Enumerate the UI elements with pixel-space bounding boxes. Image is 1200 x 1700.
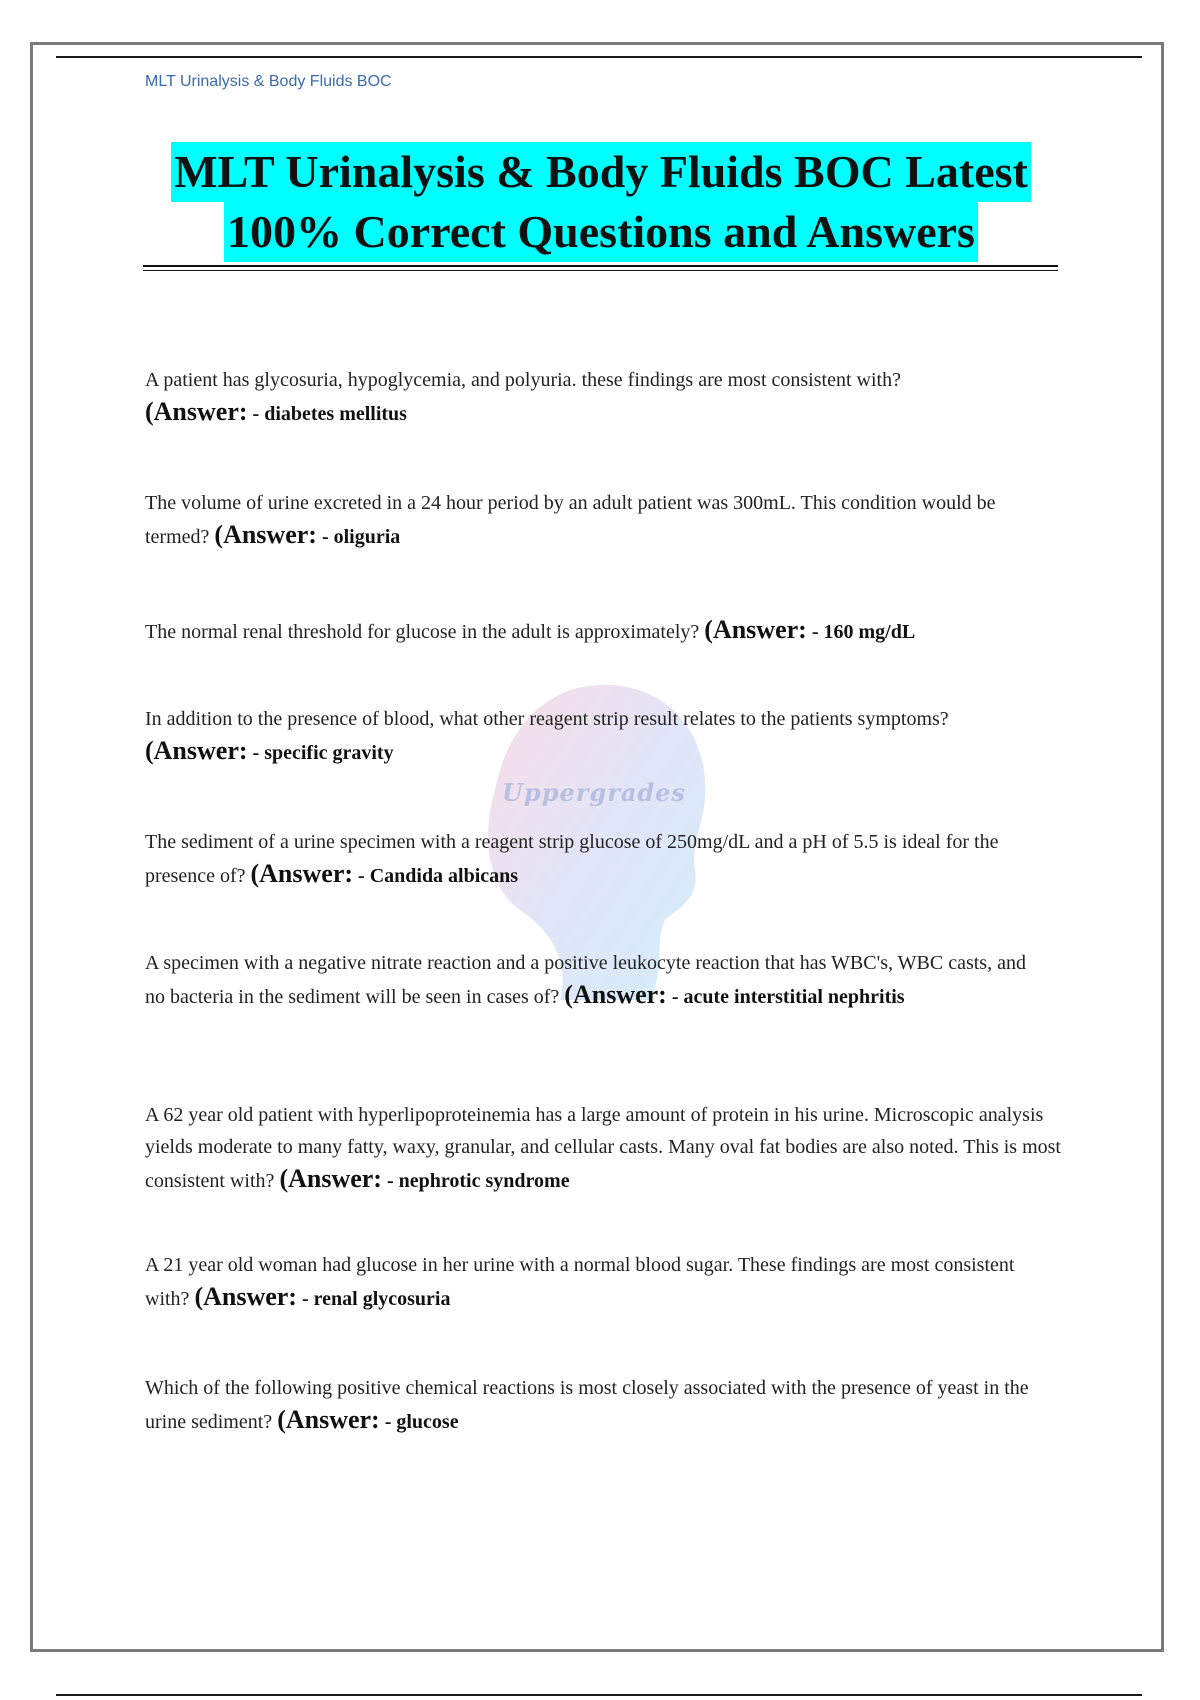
answer-label: (Answer: bbox=[145, 736, 248, 765]
top-rule bbox=[56, 56, 1142, 58]
qa-item-4 bbox=[145, 703, 1065, 769]
qa-item-9 bbox=[145, 1372, 1045, 1438]
question-text: Which of the following positive chemical reactions is most closely associated with the presence of yeast in the urine sediment? bbox=[145, 1377, 1029, 1433]
question-text: A specimen with a negative nitrate reaction and a positive leukocyte reaction that has WBC's, WBC casts, and no bacteria in the sediment will be seen in cases of? bbox=[145, 952, 1026, 1008]
answer-label: (Answer: bbox=[277, 1405, 380, 1434]
qa-item-8 bbox=[145, 1249, 1045, 1315]
qa-item-6 bbox=[145, 947, 1045, 1013]
question-text: A patient has glycosuria, hypoglycemia, and polyuria. these findings are most consistent with? bbox=[145, 369, 901, 391]
watermark-text: Uppergrades bbox=[502, 778, 686, 807]
question-text: In addition to the presence of blood, what other reagent strip result relates to the patients symptoms? bbox=[145, 708, 949, 730]
title-underline bbox=[143, 265, 1058, 267]
document-title bbox=[145, 142, 1057, 262]
answer-text: - 160 mg/dL bbox=[811, 621, 916, 643]
bottom-rule bbox=[56, 1694, 1142, 1696]
title-line-2: 100% Correct Questions and Answers bbox=[224, 202, 978, 262]
answer-label: (Answer: bbox=[194, 1282, 297, 1311]
qa-item-5 bbox=[145, 826, 1045, 892]
qa-item-2 bbox=[145, 487, 1025, 553]
answer-text: - specific gravity bbox=[252, 742, 394, 764]
title-underline-secondary bbox=[143, 270, 1058, 271]
answer-text: - oliguria bbox=[321, 526, 401, 548]
question-text: The normal renal threshold for glucose in the adult is approximately? bbox=[145, 621, 700, 643]
question-text: A 21 year old woman had glucose in her urine with a normal blood sugar. These findings are most consistent with? bbox=[145, 1254, 1015, 1310]
answer-text: - glucose bbox=[384, 1411, 459, 1433]
qa-item-7 bbox=[145, 1099, 1065, 1197]
answer-text: - Candida albicans bbox=[358, 865, 519, 887]
qa-item-3 bbox=[145, 614, 1065, 648]
answer-text: - nephrotic syndrome bbox=[386, 1170, 570, 1192]
answer-text: - diabetes mellitus bbox=[252, 403, 407, 425]
question-text: The volume of urine excreted in a 24 hour period by an adult patient was 300mL. This condition would be termed? bbox=[145, 492, 996, 548]
qa-item-1 bbox=[145, 364, 1065, 430]
answer-label: (Answer: bbox=[145, 397, 248, 426]
title-line-1: MLT Urinalysis & Body Fluids BOC Latest bbox=[171, 142, 1031, 202]
answer-label: (Answer: bbox=[214, 520, 317, 549]
answer-label: (Answer: bbox=[250, 859, 354, 888]
answer-text: - acute interstitial nephritis bbox=[671, 986, 905, 1008]
answer-label: (Answer: bbox=[564, 980, 667, 1009]
answer-label: (Answer: bbox=[279, 1164, 382, 1193]
answer-text: - renal glycosuria bbox=[301, 1288, 451, 1310]
answer-label: (Answer: bbox=[704, 615, 807, 644]
running-header: MLT Urinalysis & Body Fluids BOC bbox=[145, 73, 392, 90]
question-text: The sediment of a urine specimen with a reagent strip glucose of 250mg/dL and a pH of 5.5 is ideal for the presence of? bbox=[145, 831, 999, 887]
question-text: A 62 year old patient with hyperlipoproteinemia has a large amount of protein in his urine. Microscopic analysis yields moderate to many fatty, waxy, granular, and cellular casts. Many oval fat bodies are also noted. This is most consistent with? bbox=[145, 1104, 1061, 1192]
